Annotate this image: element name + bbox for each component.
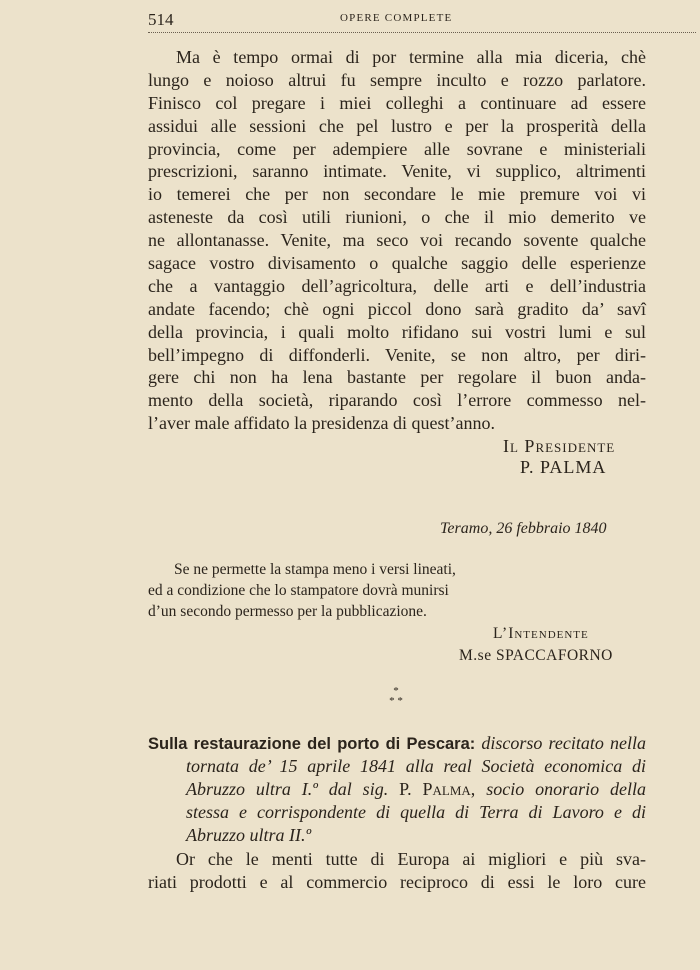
text-line: io temerei che per non secondare le mie premure voi vi	[148, 184, 646, 205]
heading-line	[148, 732, 646, 755]
section-heading	[148, 732, 646, 846]
heading-line: Abruzzo ultra II.º	[186, 824, 312, 845]
text-line: mento della società, riparando così l’errore commesso nel-	[148, 390, 646, 411]
text-line: assidui alle sessioni che pel lustro e per la prosperità della	[148, 115, 646, 136]
text-line: Or che le menti tutte di Europa ai migliori e più sva-	[176, 849, 646, 869]
president-name: P. PALMA	[520, 457, 607, 477]
text-line: gere chi non ha lena bastante per regolare il buon anda-	[148, 367, 646, 388]
text-line: ed a condizione che lo stampatore dovrà munirsi	[148, 582, 449, 599]
text-line: provincia, come per adempiere alle sovrane e ministeriali	[148, 138, 646, 159]
heading-italic: discorso recitato nella	[481, 733, 646, 753]
text-line: d’un secondo permesso per la pubblicazione.	[148, 603, 427, 620]
paragraph-closing-speech	[148, 46, 646, 435]
text-line: lungo e noioso altrui fu sempre inculto e rozzo parlatore.	[148, 69, 646, 90]
heading-line: tornata de’ 15 aprile 1841 alla real Società economica di	[186, 755, 646, 776]
text-line: Finisco col pregare i miei colleghi a continuare ad essere	[148, 92, 646, 113]
text-line: della provincia, i quali molto rifidano sui vostri lumi e sul	[148, 321, 646, 342]
text-line: bell’impegno di diffonderli. Venite, se non altro, per diri-	[148, 344, 646, 365]
intendant-title: L’Intendente	[493, 625, 589, 642]
asterism-top: *	[393, 685, 399, 697]
text-line: asteneste da così utili riunioni, o che il mio demerito ve	[148, 207, 646, 228]
text-line: Ma è tempo ormai di por termine alla mia diceria, chè	[176, 47, 646, 67]
intendant-name: M.se SPACCAFORNO	[459, 647, 613, 664]
print-permission	[148, 559, 553, 622]
page-number: 514	[148, 10, 174, 29]
paragraph-speech-start	[148, 848, 646, 894]
text-line: prescrizioni, saranno intimate. Venite, vi supplico, altrimenti	[148, 161, 646, 182]
text-line: l’aver male affidato la presidenza di quest’anno.	[148, 413, 496, 434]
heading-italic: socio onorario della	[486, 778, 647, 799]
text-line: riati prodotti e al commercio reciproco di essi le loro cure	[148, 871, 646, 892]
text-line: sagace vostro divisamento o qualche saggio delle esperienze	[148, 253, 646, 274]
author-name: P. Palma,	[399, 778, 476, 799]
asterism-bottom: * *	[389, 695, 403, 707]
running-head: OPERE COMPLETE	[340, 12, 453, 24]
text-line: che a vantaggio dell’agricoltura, delle arti e dell’industria	[148, 275, 646, 296]
text-line: andate facendo; chè ogni piccol dono sarà gradito da’ savî	[148, 298, 646, 319]
page-header	[148, 10, 696, 33]
asterism-separator	[376, 686, 416, 706]
section-title: Sulla restaurazione del porto di Pescara:	[148, 735, 476, 753]
heading-italic: Abruzzo ultra I.º dal sig.	[186, 778, 389, 799]
president-title: Il Presidente	[503, 436, 616, 456]
text-line: ne allontanasse. Venite, ma seco voi recando sovente qualche	[148, 230, 646, 251]
heading-line	[148, 778, 646, 801]
heading-line: stessa e corrispondente di quella di Terra di Lavoro e di	[186, 801, 646, 822]
text-line: Se ne permette la stampa meno i versi lineati,	[174, 561, 456, 578]
date-line: Teramo, 26 febbraio 1840	[440, 520, 607, 537]
